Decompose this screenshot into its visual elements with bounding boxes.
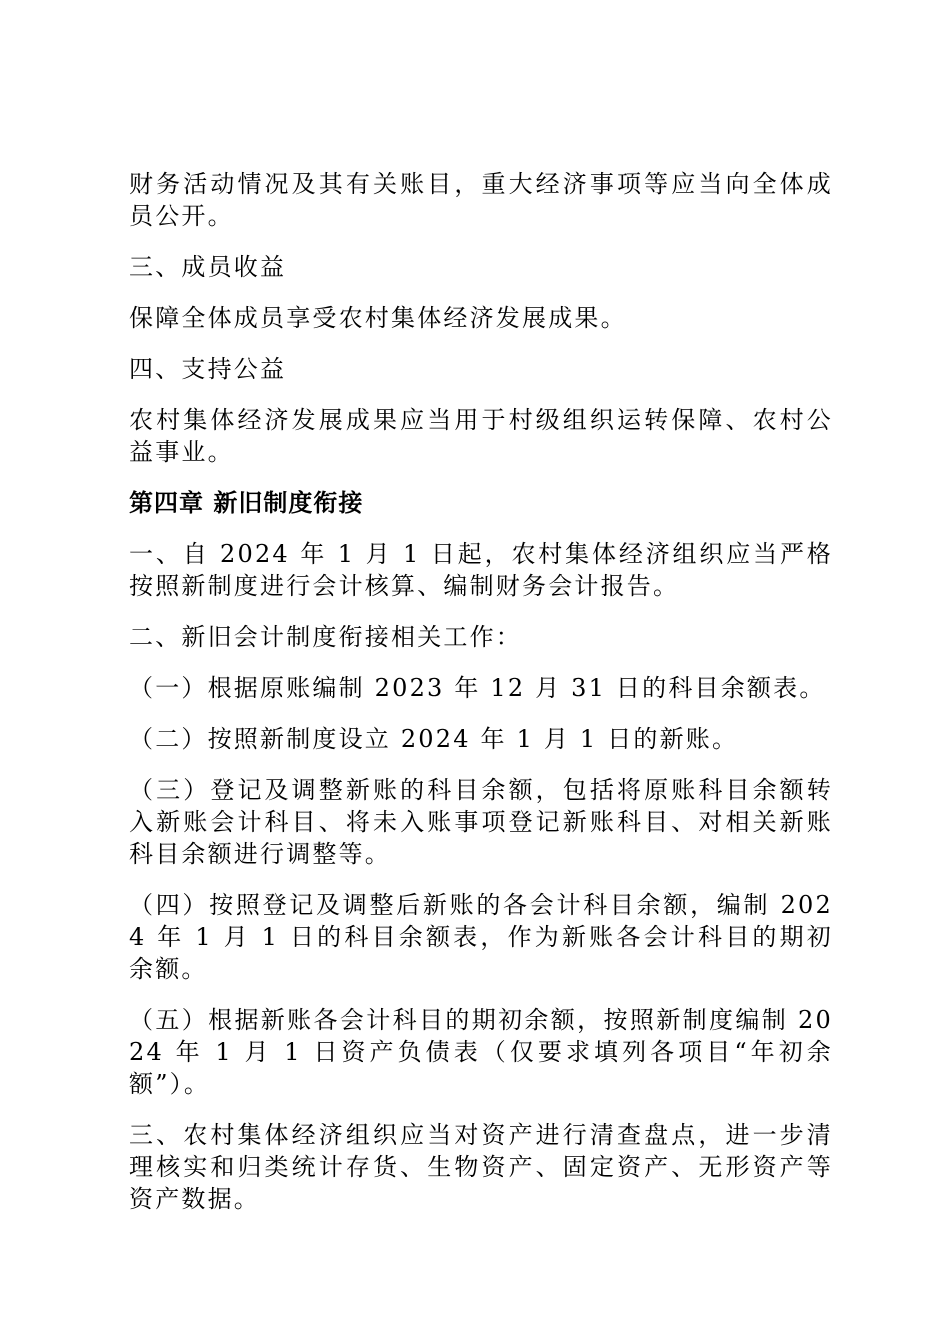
paragraph-subitem-3: （三）登记及调整新账的科目余额，包括将原账科目余额转入新账会计科目、将未入账事项登记新账科目、对相关新账科目余额进行调整等。 [129,776,833,868]
paragraph-item-1: 一、自 2024 年 1 月 1 日起，农村集体经济组织应当严格按照新制度进行会计核算、编制财务会计报告。 [129,540,833,600]
paragraph-subitem-2: （二）按照新制度设立 2024 年 1 月 1 日的新账。 [129,725,739,753]
paragraph-public-welfare: 农村集体经济发展成果应当用于村级组织运转保障、农村公益事业。 [129,406,833,466]
paragraph-member-income: 保障全体成员享受农村集体经济发展成果。 [129,304,627,332]
paragraph-subitem-1: （一）根据原账编制 2023 年 12 月 31 日的科目余额表。 [129,674,826,702]
chapter-heading: 第四章 新旧制度衔接 [129,489,364,517]
paragraph-disclosure-continuation: 财务活动情况及其有关账目，重大经济事项等应当向全体成员公开。 [129,170,833,230]
paragraph-item-2: 二、新旧会计制度衔接相关工作： [129,623,522,651]
section-title-public-welfare: 四、支持公益 [129,355,287,383]
paragraph-subitem-4: （四）按照登记及调整后新账的各会计科目余额，编制 2024 年 1 月 1 日的科目余额表，作为新账各会计科目的期初余额。 [129,891,833,983]
section-title-member-income: 三、成员收益 [129,253,287,281]
paragraph-subitem-5: （五）根据新账各会计科目的期初余额，按照新制度编制 2024 年 1 月 1 日资产负债表（仅要求填列各项目“年初余额”）。 [129,1006,833,1098]
paragraph-item-3: 三、农村集体经济组织应当对资产进行清查盘点，进一步清理核实和归类统计存货、生物资产、固定资产、无形资产等资产数据。 [129,1121,833,1213]
document-page [129,168,833,1234]
